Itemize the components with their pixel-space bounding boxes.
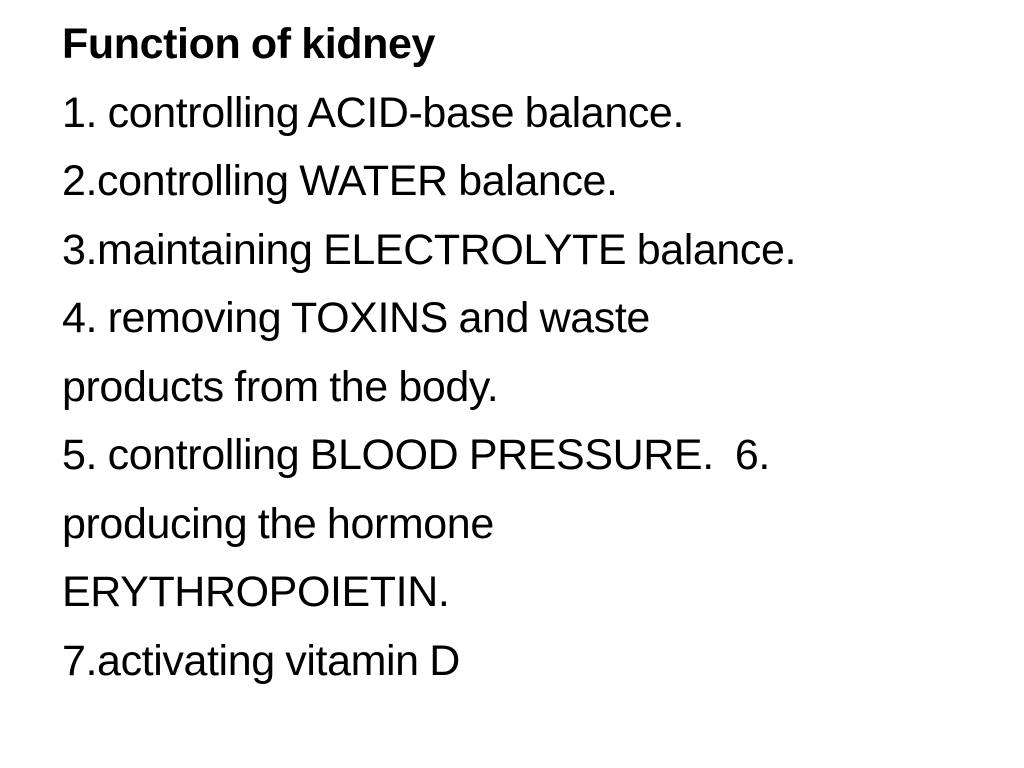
list-line-5: products from the body. (62, 362, 499, 411)
list-line-4: 4. removing TOXINS and waste (62, 294, 650, 342)
list-line-3: 3.maintaining ELECTROLYTE balance. (62, 225, 797, 274)
list-line-2: 2.controlling WATER balance. (62, 157, 618, 205)
slide-body (62, 10, 992, 695)
list-line-9: 7.activating vitamin D (62, 636, 460, 685)
list-line-7: producing the hormone (62, 499, 494, 548)
list-line-8: ERYTHROPOIETIN. (62, 568, 450, 616)
slide-title: Function of kidney (62, 20, 436, 68)
list-line-1: 1. controlling ACID-base balance. (62, 88, 684, 137)
list-line-6: 5. controlling BLOOD PRESSURE. 6. (62, 431, 770, 479)
